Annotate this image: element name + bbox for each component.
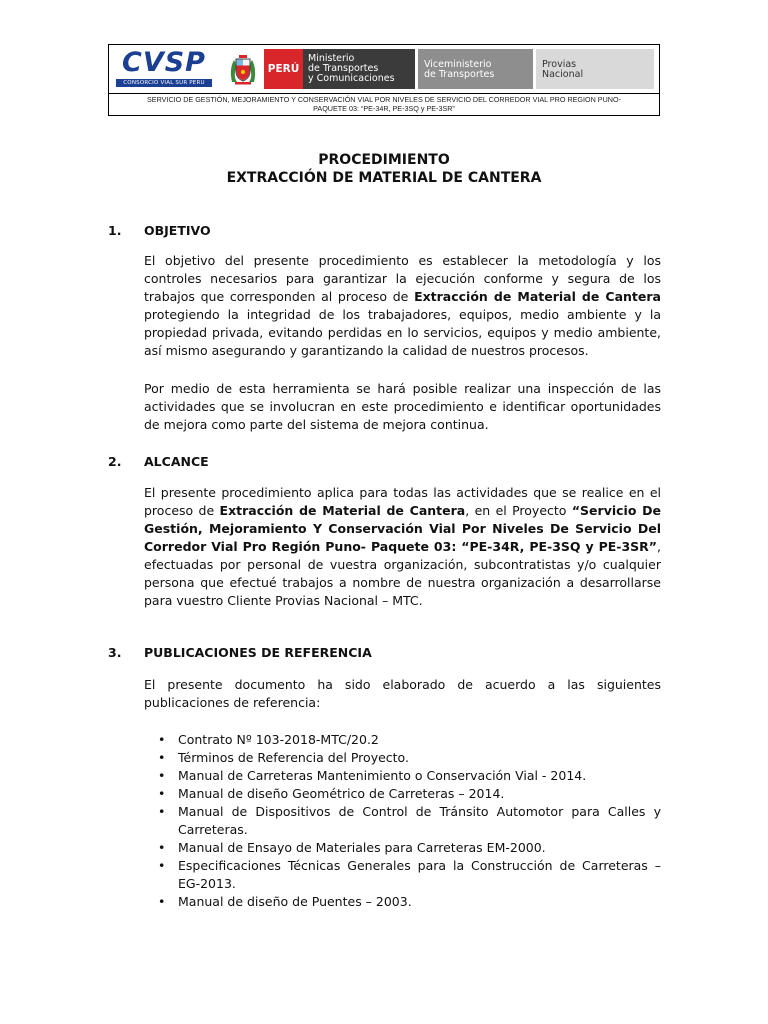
section-title-alcance: ALCANCE: [144, 454, 209, 469]
government-logo-strip: [264, 49, 654, 89]
viceministry-label: [418, 49, 533, 89]
list-item-text: Manual de Carreteras Mantenimiento o Conservación Vial - 2014.: [178, 768, 587, 783]
bullet-icon: •: [158, 768, 166, 783]
provias-line: Provias: [542, 59, 577, 70]
text-run: El presente procedimiento aplica para todas las actividades que se realice en el proceso de: [144, 485, 661, 518]
bold-text-run: Extracción de Material de Cantera: [219, 503, 466, 518]
peru-label: PERÚ: [264, 49, 303, 89]
ministry-line: de Transportes: [308, 63, 379, 74]
list-item: [144, 893, 661, 911]
bold-text-run: “Servicio De Gestión, Mejoramiento Y Conservación Vial Por Niveles De Servicio Del Corredor Vial Pro Región Puno- Paquete 03: “PE-34R, PE-3SQ y PE-3SR”: [144, 503, 662, 554]
service-description: [109, 95, 659, 113]
document-header: [108, 44, 660, 116]
ministry-label: [303, 49, 415, 89]
provias-line: Nacional: [542, 69, 584, 80]
text-run: protegiendo la integridad de los trabajadores, equipos, medio ambiente y la propiedad privada, evitando perdidas en lo servicios, equipos y medio ambiente, así mismo asegurando y garantizando la calidad de nuestros procesos.: [144, 307, 661, 358]
text-run: , en el Proyecto: [465, 503, 572, 518]
bullet-icon: •: [158, 894, 166, 909]
section-title-objetivo: OBJETIVO: [144, 223, 211, 238]
publicaciones-paragraph: El presente documento ha sido elaborado de acuerdo a las siguientes publicaciones de referencia:: [144, 677, 661, 710]
bullet-icon: •: [158, 840, 166, 855]
list-item-text: Especificaciones Técnicas Generales para la Construcción de Carreteras – EG-2013.: [178, 858, 661, 891]
text-run: , efectuadas por personal de vuestra organización, subcontratistas y/o cualquier persona que efectué trabajos a nombre de nuestra organización a desarrollarse para vuestro Cliente Provias Nacional – MTC.: [144, 539, 661, 608]
section-number: 2.: [108, 454, 122, 469]
list-item: [144, 767, 661, 785]
service-line-2: PAQUETE 03: “PE-34R, PE-3SQ y PE-3SR”: [313, 104, 455, 113]
reference-list: [144, 731, 661, 911]
bullet-icon: •: [158, 750, 166, 765]
list-item-text: Contrato Nº 103-2018-MTC/20.2: [178, 732, 379, 747]
text-run: El objetivo del presente procedimiento es establecer la metodología y los controles necesarios para garantizar la ejecución conforme y segura de los trabajos que corresponden al proceso de: [144, 253, 661, 304]
section-number: 1.: [108, 223, 122, 238]
bullet-icon: •: [158, 732, 166, 747]
document-title-line-2: EXTRACCIÓN DE MATERIAL DE CANTERA: [226, 170, 542, 186]
ministry-line: y Comunicaciones: [308, 73, 395, 84]
list-item: [144, 731, 661, 749]
list-item-text: Términos de Referencia del Proyecto.: [178, 750, 409, 765]
cvsp-logo-subtext: CONSORCIO VIAL SUR PERU: [116, 79, 212, 87]
list-item: [144, 857, 661, 893]
cvsp-logo: [114, 49, 214, 89]
peru-coat-of-arms-icon: [226, 52, 260, 86]
provias-label: [536, 49, 654, 89]
alcance-paragraph: [144, 484, 661, 610]
vice-line: de Transportes: [424, 69, 495, 80]
section-number: 3.: [108, 645, 122, 660]
ministry-line: Ministerio: [308, 53, 355, 64]
list-item: [144, 839, 661, 857]
list-item: [144, 785, 661, 803]
list-item-text: Manual de Dispositivos de Control de Tránsito Automotor para Calles y Carreteras.: [178, 804, 661, 837]
document-title-line-1: PROCEDIMIENTO: [318, 152, 450, 168]
list-item: [144, 749, 661, 767]
objetivo-paragraph-1: [144, 252, 661, 360]
list-item: [144, 803, 661, 839]
list-item-text: Manual de diseño Geométrico de Carreteras – 2014.: [178, 786, 505, 801]
service-line-1: SERVICIO DE GESTIÓN, MEJORAMIENTO Y CONSERVACIÓN VIAL POR NIVELES DE SERVICIO DEL CORREDOR VIAL PRO REGION PUNO-: [147, 95, 621, 104]
bullet-icon: •: [158, 804, 166, 819]
bullet-icon: •: [158, 858, 166, 873]
vice-line: Viceministerio: [424, 59, 492, 70]
cvsp-logo-text: CVSP: [122, 47, 206, 78]
bold-text-run: Extracción de Material de Cantera: [414, 289, 661, 304]
logo-row: [109, 45, 659, 94]
objetivo-paragraph-2: Por medio de esta herramienta se hará posible realizar una inspección de las actividades que se involucran en este procedimiento e identificar oportunidades de mejora como parte del sistema de mejora continua.: [144, 381, 661, 432]
section-title-publicaciones: PUBLICACIONES DE REFERENCIA: [144, 645, 372, 660]
list-item-text: Manual de Ensayo de Materiales para Carreteras EM-2000.: [178, 840, 546, 855]
bullet-icon: •: [158, 786, 166, 801]
list-item-text: Manual de diseño de Puentes – 2003.: [178, 894, 412, 909]
